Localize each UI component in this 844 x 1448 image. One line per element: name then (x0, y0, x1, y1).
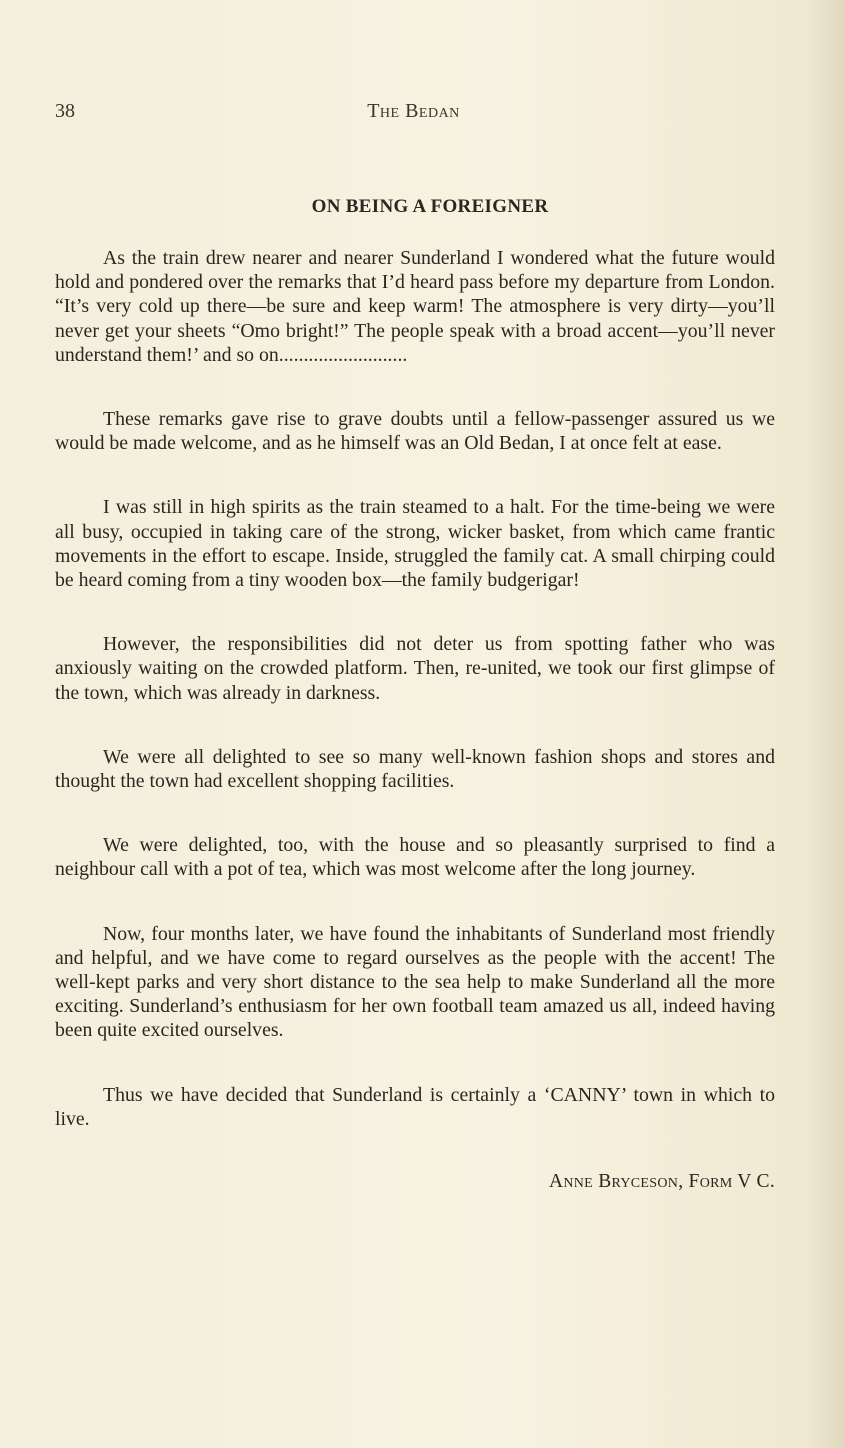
article-title: ON BEING A FOREIGNER (311, 196, 549, 217)
paragraph-7: Now, four months later, we have found the inhabitants of Sunderland most friendly and helpful, and we have come to regard ourselves as the people with the accent! The well-kept parks and very short distance to the sea help to make Sunderland all the more exciting. Sunderland’s enthusiasm for her own football team amazed us all, indeed having been quite excited ourselves. (55, 922, 775, 1042)
article (55, 196, 775, 1193)
paragraph-1: As the train drew nearer and nearer Sunderland I wondered what the future would hold and pondered over the remarks that I’d heard pass before my departure from London. “It’s very cold up there—be sure and keep warm! The atmosphere is very dirty—you’ll never get your sheets “Omo bright!” The people speak with a broad accent—you’ll never understand them!’ and so on.......................... (55, 247, 775, 366)
paragraph-2: These remarks gave rise to grave doubts until a fellow-passenger assured us we would be made welcome, and as he himself was an Old Bedan, I at once felt at ease. (55, 408, 775, 455)
paragraph-3: I was still in high spirits as the train steamed to a halt. For the time-being we were all busy, occupied in taking care of the strong, wicker basket, from which came frantic movements in the effort to escape. Inside, struggled the family cat. A small chirping could be heard coming from a tiny wooden box—the family budgerigar! (55, 496, 775, 592)
paragraph-4: However, the responsibilities did not deter us from spotting father who was anxiously waiting on the crowded platform. Then, re-united, we took our first glimpse of the town, which was already in darkness. (55, 633, 775, 704)
paragraph-5: We were all delighted to see so many well-known fashion shops and stores and thought the town had excellent shopping facilities. (55, 745, 775, 793)
page-edge-shadow (804, 0, 844, 1448)
paragraph-8: Thus we have decided that Sunderland is certainly a ‘CANNY’ town in which to live. (55, 1083, 775, 1130)
page-number: 38 (55, 100, 75, 122)
running-head: The Bedan (367, 100, 460, 122)
author-signature: Anne Bryceson, Form V C. (548, 1171, 775, 1193)
paragraph-6: We were delighted, too, with the house and so pleasantly surprised to find a neighbour call with a pot of tea, which was most welcome after the long journey. (55, 834, 775, 881)
